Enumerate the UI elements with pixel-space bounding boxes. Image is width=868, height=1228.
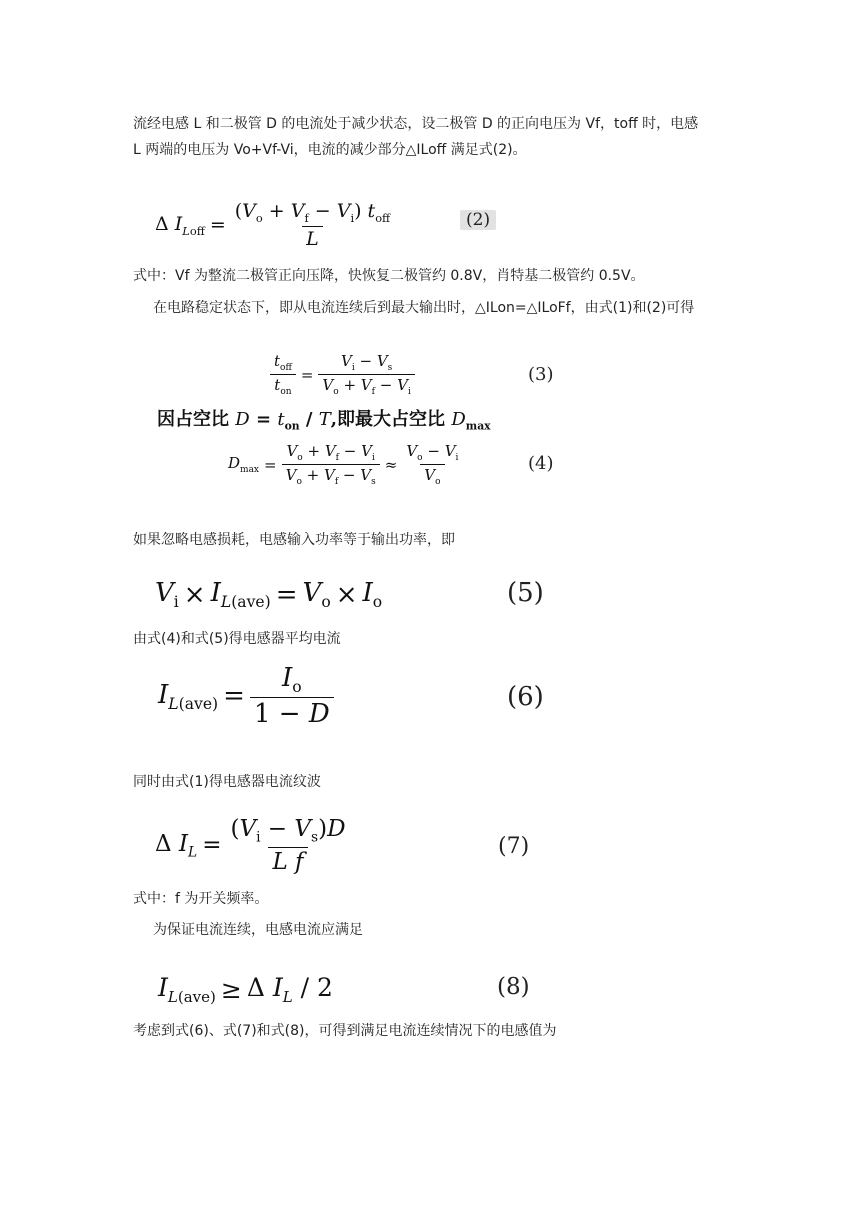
equation-number-6: (6) <box>507 682 544 712</box>
equation-number-2: (2) <box>460 210 496 230</box>
equation-5: $V_i$ × $I_{L(ave)}$ = $V_o$ × $I_o$ <box>155 578 383 612</box>
paragraph-9: 考虑到式(6)、式(7)和式(8)，可得到满足电流连续情况下的电感值为 <box>133 1023 557 1039</box>
paragraph-7: 式中：f 为开关频率。 <box>133 891 269 907</box>
paragraph-1-line-1: 流经电感 L 和二极管 D 的电流处于减少状态，设二极管 D 的正向电压为 Vf，toff 时，电感 <box>133 116 699 132</box>
equation-number-5: (5) <box>507 578 544 608</box>
equation-6: $I_{L(ave)}$ = $\frac{I_o}{1 - D}$ <box>158 663 334 729</box>
equation-4: $D_{max}$ = $\frac{V_o + V_f - V_i}{V_o + V_f - V_s}$ ≈ $\frac{V_o - V_i}{V_o}$ <box>228 442 459 487</box>
equation-number-3: (3) <box>528 364 554 385</box>
equation-number-8: (8) <box>497 974 530 1000</box>
paragraph-1-line-2: L 两端的电压为 Vo+Vf-Vi，电流的减少部分△ILoff 满足式(2)。 <box>133 142 527 158</box>
equation-2: Δ $I_{Loff}$ = $\frac{(V_o + V_f - V_i) t_{off}}{L}$ <box>155 200 391 250</box>
paragraph-5: 由式(4)和式(5)得电感器平均电流 <box>133 631 341 647</box>
duty-cycle-line: 因占空比 $D = t_{on} / T$,即最大占空比 $D_{max}$ <box>157 409 491 433</box>
paragraph-2: 式中：Vf 为整流二极管正向压降，快恢复二极管约 0.8V，肖特基二极管约 0.5V。 <box>133 268 645 284</box>
paragraph-4: 如果忽略电感损耗，电感输入功率等于输出功率，即 <box>133 532 455 548</box>
equation-number-7: (7) <box>498 834 530 859</box>
equation-number-4: (4) <box>528 453 554 474</box>
paragraph-3: 在电路稳定状态下，即从电流连续后到最大输出时，△ILon=△ILoFf，由式(1)和(2)可得 <box>153 300 695 316</box>
equation-8: $I_{L(ave)}$ ≥ Δ $I_L / 2$ <box>158 973 333 1006</box>
paragraph-6: 同时由式(1)得电感器电流纹波 <box>133 774 321 790</box>
paragraph-8: 为保证电流连续，电感电流应满足 <box>153 922 363 938</box>
equation-3: $\frac{t_{off}}{t_{on}}$ = $\frac{V_i - V_s}{V_o + V_f - V_i}$ <box>270 352 415 397</box>
equation-7: Δ $I_L$ = $\frac{(V_i - V_s)D}{\text{L f}}$ <box>155 816 346 875</box>
